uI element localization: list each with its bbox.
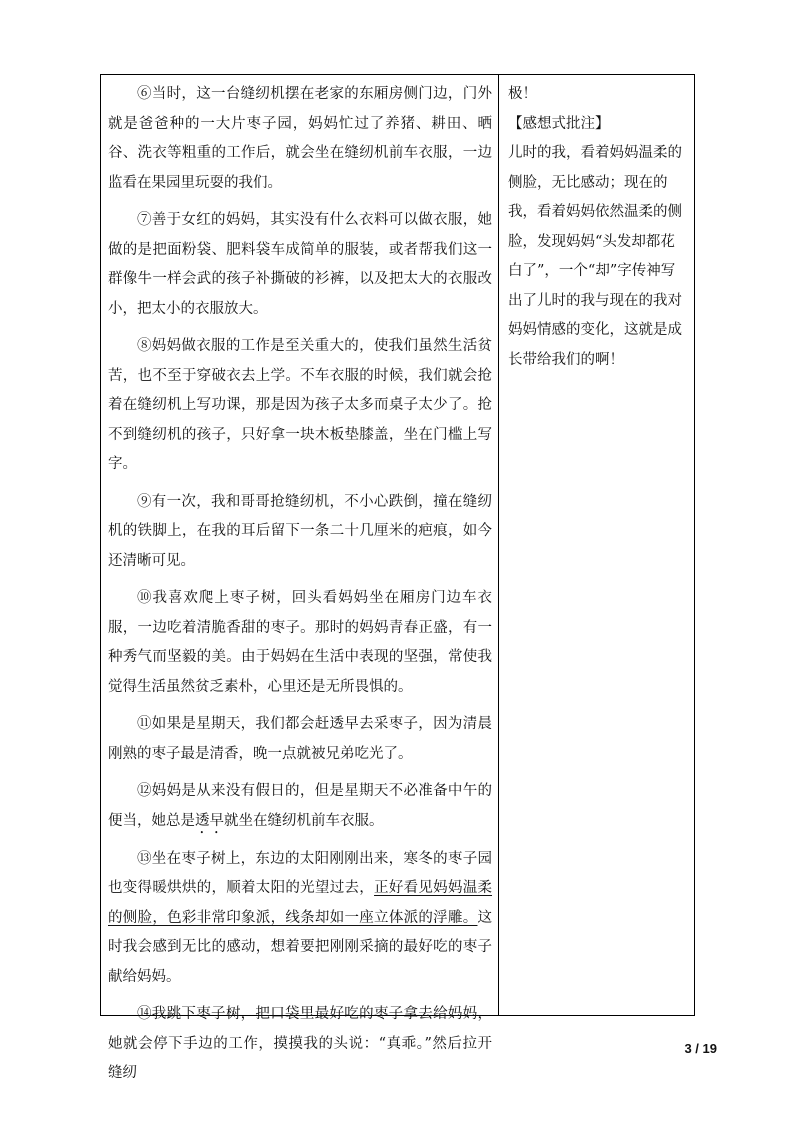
text-column — [108, 80, 492, 1097]
paragraph-12-after: 就坐在缝纫机前车衣服。 — [224, 812, 384, 829]
paragraph-13-before: ⑬坐在枣子树上，东边的太阳刚刚出来，寒冬的枣子园也变得暖烘烘的，顺着太阳的光望过去， — [108, 850, 492, 896]
emphasized-word: 透早 — [195, 812, 224, 829]
paragraph-14: ⑭我跳下枣子树，把口袋里最好吃的枣子拿去给妈妈，她就会停下手边的工作，摸摸我的头说：“真乖。”然后拉开缝纫 — [108, 1006, 492, 1081]
annotation-column — [508, 80, 688, 375]
paragraph-12 — [108, 777, 492, 837]
paragraph-11: ⑪如果是星期天，我们都会赶透早去采枣子，因为清晨刚熟的枣子最是清香，晚一点就被兄弟吃光了。 — [108, 716, 492, 762]
paragraph-9: ⑨有一次，我和哥哥抢缝纫机，不小心跌倒，撞在缝纫机的铁脚上，在我的耳后留下一条二十几厘米的疤痕，如今还清晰可见。 — [108, 493, 492, 569]
paragraph-8: ⑧妈妈做衣服的工作是至关重大的，使我们虽然生活贫苦，也不至于穿破衣去上学。不车衣服的时候，我们就会抢着在缝纫机上写功课，那是因为孩子太多而桌子太少了。抢不到缝纫机的孩子，只好拿一块木板垫膝盖，坐在门槛上写字。 — [108, 338, 492, 472]
underlined-sentence: 正好看见妈妈温柔的侧脸，色彩非常印象派，线条却如一座立体派的浮雕。 — [108, 880, 493, 926]
content-table — [100, 74, 695, 1081]
annotation-body: 儿时的我，看着妈妈温柔的侧脸，无比感动；现在的我，看着妈妈依然温柔的侧脸，发现妈妈“头发却都花白了”，一个“却”字传神写出了儿时的我与现在的我对妈妈情感的变化，这就是成长带给我们的啊！ — [508, 145, 682, 368]
page-number: 3 / 19 — [684, 1041, 717, 1056]
column-divider — [498, 75, 499, 1015]
annotation-title: 【感想式批注】 — [508, 115, 610, 132]
paragraph-12-before: ⑫妈妈是从来没有假日的，但是星期天不必准备中午的便当，她总是 — [108, 783, 492, 829]
annotation-continuation: 极！ — [508, 86, 537, 102]
paragraph-7: ⑦善于女红的妈妈，其实没有什么衣料可以做衣服，她做的是把面粉袋、肥料袋车成简单的服装，或者帮我们这一群像牛一样会武的孩子补撕破的衫裤，以及把太大的衣服改小，把太小的衣服放大。 — [108, 212, 492, 317]
paragraph-6: ⑥当时，这一台缝纫机摆在老家的东厢房侧门边，门外就是爸爸种的一大片枣子园，妈妈忙过了养猪、耕田、晒谷、洗衣等粗重的工作后，就会坐在缝纫机前车衣服，一边监看在果园里玩耍的我们。 — [108, 86, 492, 191]
paragraph-10: ⑩我喜欢爬上枣子树，回头看妈妈坐在厢房门边车衣服，一边吃着清脆香甜的枣子。那时的妈妈青春正盛，有一种秀气而坚毅的美。由于妈妈在生活中表现的坚强，常使我觉得生活虽然贫乏素朴，心里还是无所畏惧的。 — [108, 590, 492, 695]
paragraph-13 — [108, 845, 492, 993]
paragraph-13-after: 这时我会感到无比的感动，想着要把刚刚采摘的最好吃的枣子献给妈妈。 — [108, 909, 492, 985]
